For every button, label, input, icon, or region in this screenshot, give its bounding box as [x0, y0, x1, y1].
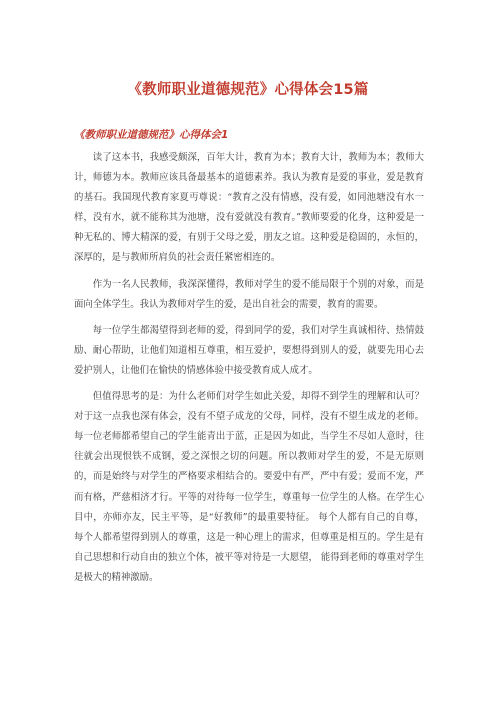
document-body: [74, 148, 424, 594]
body-paragraph: 但值得思考的是：为什么老师们对学生如此关爱，却得不到学生的理解和认可？对于这一点我也深有体会，没有不望子成龙的父母，同样，没有不望生成龙的老师。每一位老师都希望自己的学生能青出于蓝，正是因为如此，当学生不尽如人意时，往往就会出现恨铁不成钢，爱之深恨之切的问题。所以教师对学生的爱，不是无原则的，而是始终与对学生的严格要求相结合的。要爱中有严，严中有爱；爱而不宠，严而有格，严慈相济才行。平等的对待每一位学生，尊重每一位学生的人格。在学生心目中，亦师亦友，民主平等，是“好教师”的最重要特征。 每个人都有自己的自尊，每个人都希望得到别人的尊重，这是一种心理上的需求，但尊重是相互的。学生是有自己思想和行动自由的独立个体，被平等对待是一大愿望， 能得到老师的尊重对学生是极大的精神激励。: [74, 391, 424, 583]
document-title: 《教师职业道德规范》心得体会15篇: [127, 82, 369, 98]
body-paragraph: 读了这本书，我感受颇深，百年大计，教育为本；教育大计，教师为本；教师大计，师德为本。教师应该具备最基本的道德素养。我认为教育是爱的事业，爱是教育的基石。我国现代教育家夏丏尊说：“教育之没有情感，没有爱，如同池塘没有水一样，没有水，就不能称其为池塘，没有爱就没有教育。”教师要爱的化身，这种爱是一种无私的、博大精深的爱，有别于父母之爱，朋友之谊。这种爱是稳固的，永恒的，深厚的，是与教师所肩负的社会责任紧密相连的。: [74, 152, 424, 264]
section-heading: 《教师职业道德规范》心得体会1: [74, 129, 229, 141]
body-paragraph: 每一位学生都渴望得到老师的爱，得到同学的爱，我们对学生真诚相待、热情鼓励、耐心帮助，让他们知道相互尊重，相互爱护，要想得到别人的爱，就要先用心去爱护别人，让他们在愉快的情感体验中接受教育成人成才。: [74, 324, 424, 376]
body-paragraph: 作为一名人民教师，我深深懂得，教师对学生的爱不能局限于个别的对象，而是面向全体学生。我认为教师对学生的爱，是出自社会的需要，教育的需要。: [74, 278, 424, 310]
